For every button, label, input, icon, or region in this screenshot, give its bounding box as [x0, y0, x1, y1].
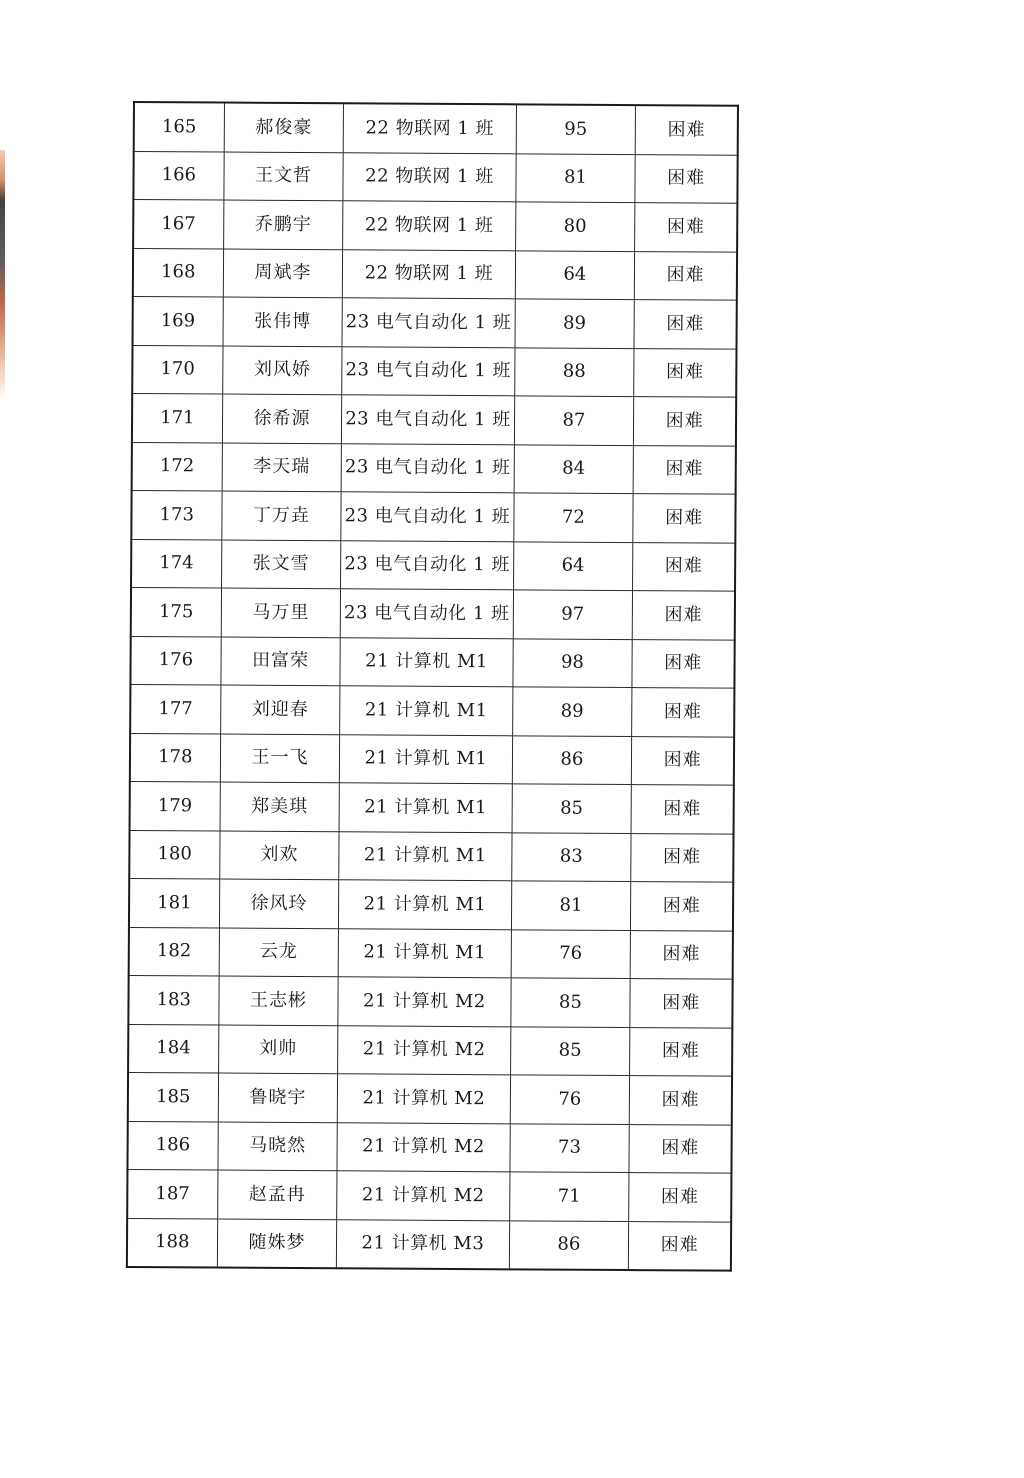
cell-class: 22 物联网 1 班 — [344, 103, 516, 153]
cell-student-name: 鲁晓宇 — [218, 1073, 338, 1122]
cell-student-name: 张文雪 — [221, 540, 341, 589]
cell-class: 21 计算机 M1 — [339, 880, 511, 930]
cell-number: 171 — [132, 394, 222, 443]
table-row — [130, 636, 734, 688]
cell-number: 172 — [132, 442, 222, 491]
cell-number: 187 — [127, 1169, 217, 1218]
table-row — [132, 442, 736, 494]
cell-number: 181 — [129, 878, 219, 927]
cell-number: 186 — [127, 1121, 217, 1170]
cell-number: 188 — [127, 1218, 217, 1268]
cell-student-name: 刘迎春 — [220, 685, 340, 734]
cell-difficulty-level: 困难 — [630, 1076, 733, 1125]
cell-class: 23 电气自动化 1 班 — [342, 346, 514, 396]
cell-number: 177 — [130, 684, 220, 733]
cell-class: 23 电气自动化 1 班 — [341, 540, 513, 590]
cell-student-name: 王文哲 — [223, 152, 343, 201]
cell-student-name: 乔鹏宇 — [223, 200, 343, 249]
cell-difficulty-level: 困难 — [632, 736, 735, 785]
cell-difficulty-level: 困难 — [631, 833, 734, 882]
cell-class: 21 计算机 M2 — [338, 1074, 510, 1124]
cell-class: 22 物联网 1 班 — [343, 249, 515, 299]
table-row — [131, 587, 735, 639]
cell-difficulty-level: 困难 — [635, 203, 738, 252]
cell-number: 178 — [130, 733, 220, 782]
cell-number: 173 — [131, 490, 221, 539]
cell-difficulty-level: 困难 — [633, 591, 736, 640]
cell-class: 21 计算机 M3 — [337, 1219, 509, 1269]
cell-difficulty-level: 困难 — [631, 882, 734, 931]
cell-score: 71 — [509, 1172, 629, 1221]
document-table-wrapper — [126, 101, 739, 1272]
cell-class: 23 电气自动化 1 班 — [341, 492, 513, 542]
table-row — [133, 248, 737, 300]
cell-class: 21 计算机 M1 — [340, 637, 512, 687]
table-row — [129, 927, 733, 979]
cell-class: 21 计算机 M1 — [340, 686, 512, 736]
cell-difficulty-level: 困难 — [634, 300, 737, 349]
table-row — [130, 684, 734, 736]
cell-score: 76 — [511, 929, 631, 978]
cell-difficulty-level: 困难 — [631, 785, 734, 834]
cell-difficulty-level: 困难 — [635, 154, 738, 203]
cell-student-name: 云龙 — [219, 928, 339, 977]
cell-class: 23 电气自动化 1 班 — [342, 395, 514, 445]
cell-number: 165 — [134, 102, 224, 152]
cell-number: 174 — [131, 539, 221, 588]
cell-score: 89 — [515, 299, 635, 348]
cell-score: 72 — [513, 493, 633, 542]
cell-student-name: 徐希源 — [222, 394, 342, 443]
table-row — [130, 733, 734, 785]
cell-difficulty-level: 困难 — [633, 445, 736, 494]
cell-student-name: 周斌李 — [223, 249, 343, 298]
cell-difficulty-level: 困难 — [632, 688, 735, 737]
cell-difficulty-level: 困难 — [635, 105, 738, 155]
cell-class: 21 计算机 M1 — [339, 928, 511, 978]
table-row — [129, 878, 733, 930]
cell-score: 86 — [509, 1220, 629, 1270]
cell-student-name: 随姝梦 — [217, 1219, 337, 1269]
cell-class: 23 电气自动化 1 班 — [341, 589, 513, 639]
table-row — [128, 975, 732, 1027]
cell-score: 87 — [514, 396, 634, 445]
table-row — [128, 1024, 732, 1076]
table-row — [131, 539, 735, 591]
cell-score: 83 — [511, 832, 631, 881]
table-row — [129, 830, 733, 882]
cell-student-name: 刘风娇 — [222, 346, 342, 395]
cell-number: 168 — [133, 248, 223, 297]
cell-student-name: 王志彬 — [218, 976, 338, 1025]
table-row — [127, 1218, 731, 1271]
table-row — [132, 394, 736, 446]
cell-number: 175 — [131, 587, 221, 636]
cell-student-name: 马晓然 — [218, 1122, 338, 1171]
cell-difficulty-level: 困难 — [629, 1221, 732, 1271]
table-row — [131, 490, 735, 542]
cell-class: 22 物联网 1 班 — [343, 152, 515, 202]
cell-score: 98 — [512, 638, 632, 687]
cell-number: 180 — [129, 830, 219, 879]
table-row — [134, 102, 738, 155]
cell-score: 80 — [515, 202, 635, 251]
table-row — [133, 200, 737, 252]
cell-difficulty-level: 困难 — [630, 930, 733, 979]
cell-score: 76 — [510, 1075, 630, 1124]
cell-student-name: 李天瑞 — [222, 443, 342, 492]
cell-class: 23 电气自动化 1 班 — [342, 298, 514, 348]
cell-score: 89 — [512, 687, 632, 736]
cell-student-name: 刘欢 — [219, 831, 339, 880]
cell-score: 86 — [512, 735, 632, 784]
cell-number: 182 — [129, 927, 219, 976]
table-row — [133, 297, 737, 349]
cell-number: 176 — [130, 636, 220, 685]
cell-score: 85 — [510, 978, 630, 1027]
cell-class: 22 物联网 1 班 — [343, 201, 515, 251]
cell-student-name: 赵孟冉 — [217, 1170, 337, 1219]
cell-class: 21 计算机 M2 — [338, 977, 510, 1027]
cell-score: 97 — [513, 590, 633, 639]
student-list-table — [126, 101, 739, 1272]
cell-student-name: 郝俊豪 — [224, 103, 344, 153]
cell-score: 64 — [515, 250, 635, 299]
cell-difficulty-level: 困难 — [629, 1124, 732, 1173]
cell-number: 166 — [133, 151, 223, 200]
cell-difficulty-level: 困难 — [634, 397, 737, 446]
table-row — [128, 1072, 732, 1124]
table-row — [133, 151, 737, 203]
cell-class: 21 计算机 M2 — [337, 1171, 509, 1221]
cell-score: 64 — [513, 541, 633, 590]
cell-score: 81 — [511, 881, 631, 930]
cell-difficulty-level: 困难 — [630, 979, 733, 1028]
cell-score: 85 — [512, 784, 632, 833]
cell-number: 169 — [133, 297, 223, 346]
cell-score: 88 — [514, 347, 634, 396]
cell-class: 21 计算机 M1 — [339, 783, 511, 833]
table-row — [127, 1169, 731, 1221]
cell-student-name: 马万里 — [221, 588, 341, 637]
cell-difficulty-level: 困难 — [632, 639, 735, 688]
cell-student-name: 田富荣 — [221, 637, 341, 686]
cell-difficulty-level: 困难 — [633, 542, 736, 591]
cell-score: 81 — [515, 153, 635, 202]
table-row — [132, 345, 736, 397]
cell-difficulty-level: 困难 — [635, 251, 738, 300]
cell-difficulty-level: 困难 — [633, 494, 736, 543]
cell-number: 167 — [133, 200, 223, 249]
cell-number: 170 — [132, 345, 222, 394]
cell-student-name: 刘帅 — [218, 1025, 338, 1074]
cell-class: 23 电气自动化 1 班 — [341, 443, 513, 493]
cell-class: 21 计算机 M1 — [339, 831, 511, 881]
cell-number: 183 — [128, 975, 218, 1024]
cell-score: 85 — [510, 1026, 630, 1075]
cell-class: 21 计算机 M1 — [340, 734, 512, 784]
scan-edge-artifact — [0, 150, 5, 400]
cell-student-name: 丁万垚 — [221, 491, 341, 540]
cell-difficulty-level: 困难 — [634, 348, 737, 397]
table-row — [130, 781, 734, 833]
cell-score: 73 — [509, 1123, 629, 1172]
cell-student-name: 王一飞 — [220, 734, 340, 783]
cell-number: 179 — [130, 781, 220, 830]
table-body — [127, 102, 738, 1271]
cell-difficulty-level: 困难 — [629, 1173, 732, 1222]
cell-student-name: 张伟博 — [223, 297, 343, 346]
cell-class: 21 计算机 M2 — [338, 1025, 510, 1075]
cell-number: 184 — [128, 1024, 218, 1073]
cell-student-name: 徐风玲 — [219, 879, 339, 928]
cell-score: 84 — [514, 444, 634, 493]
cell-class: 21 计算机 M2 — [337, 1122, 509, 1172]
cell-difficulty-level: 困难 — [630, 1027, 733, 1076]
cell-number: 185 — [128, 1072, 218, 1121]
cell-student-name: 郑美琪 — [220, 782, 340, 831]
table-row — [127, 1121, 731, 1173]
cell-score: 95 — [516, 104, 636, 154]
